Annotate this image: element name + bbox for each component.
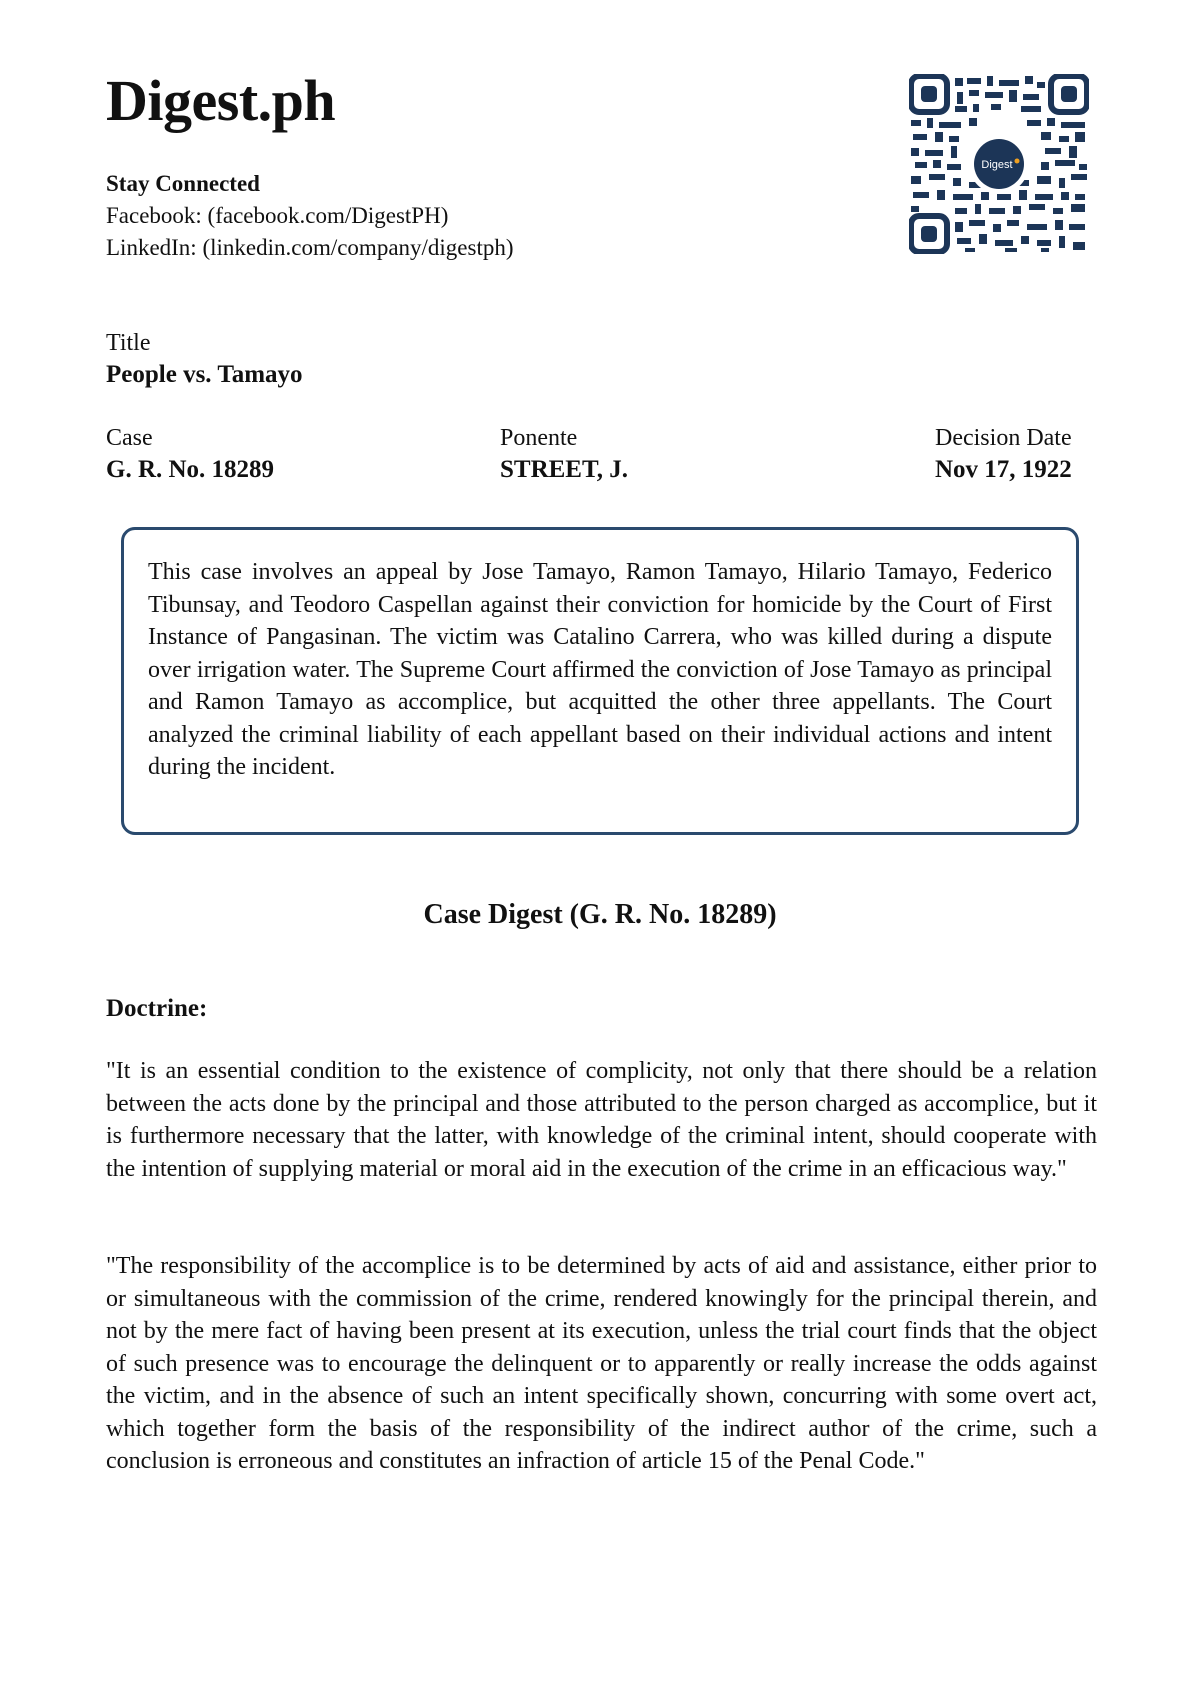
case-number: G. R. No. 18289 (106, 456, 275, 483)
ponente-label: Ponente (500, 425, 578, 451)
summary-box (121, 527, 1079, 835)
qr-code-icon (909, 74, 1089, 254)
doctrine-heading: Doctrine: (106, 995, 208, 1022)
doctrine-quote: "The responsibility of the accomplice is to be determined by acts of aid and assistance, either prior to or simultaneous with the commission of the crime, rendered knowingly for the principal therein, and not by the mere fact of having been present at its execution, unless the trial court finds that the object of such presence was to encourage the delinquent or to apparently or really increase the odds against the victim, and in the absence of such an intent specifically shown, concurring with some overt act, which together form the basis of the responsibility of the indirect author of the crime, such a conclusion is erroneous and constitutes an infraction of article 15 of the Penal Code." (106, 1253, 1097, 1474)
ponente-block (500, 423, 628, 487)
site-brand: Digest.ph (106, 68, 336, 133)
case-title: People vs. Tamayo (106, 361, 303, 388)
case-digest-heading: Case Digest (G. R. No. 18289) (423, 899, 777, 930)
ponente-value: STREET, J. (500, 456, 629, 483)
doctrine-quote: "It is an essential condition to the existence of complicity, not only that there should be a relation between the acts done by the principal and those attributed to the person charged as accomplice, but it is furthermore necessary that the latter, with knowledge of the criminal intent, should cooperate with the intention of supplying material or moral aid in the execution of the crime in an efficacious way." (106, 1058, 1097, 1182)
facebook-link[interactable]: Facebook: (facebook.com/DigestPH) (106, 203, 449, 228)
decision-date-block (935, 423, 1072, 487)
title-label: Title (106, 330, 151, 356)
decision-date-value: Nov 17, 1922 (935, 456, 1072, 483)
title-block (106, 328, 303, 392)
case-summary: This case involves an appeal by Jose Tamayo, Ramon Tamayo, Hilario Tamayo, Federico Tibunsay, and Teodoro Caspellan against their conviction for homicide by the Court of First Instance of Pangasinan. The victim was Catalino Carrera, who was killed during a dispute over irrigation water. The Supreme Court affirmed the conviction of Jose Tamayo as principal and Ramon Tamayo as accomplice, but acquitted the other three appellants. The Court analyzed the criminal liability of each appellant based on their individual actions and intent during the incident. (148, 559, 1052, 780)
stay-connected-heading: Stay Connected (106, 171, 260, 196)
decision-date-label: Decision Date (935, 425, 1072, 451)
qr-badge-text: Digest (981, 159, 1013, 171)
linkedin-link[interactable]: LinkedIn: (linkedin.com/company/digestph) (106, 235, 514, 260)
case-number-block (106, 423, 274, 487)
case-label: Case (106, 425, 153, 451)
social-links (106, 168, 514, 264)
